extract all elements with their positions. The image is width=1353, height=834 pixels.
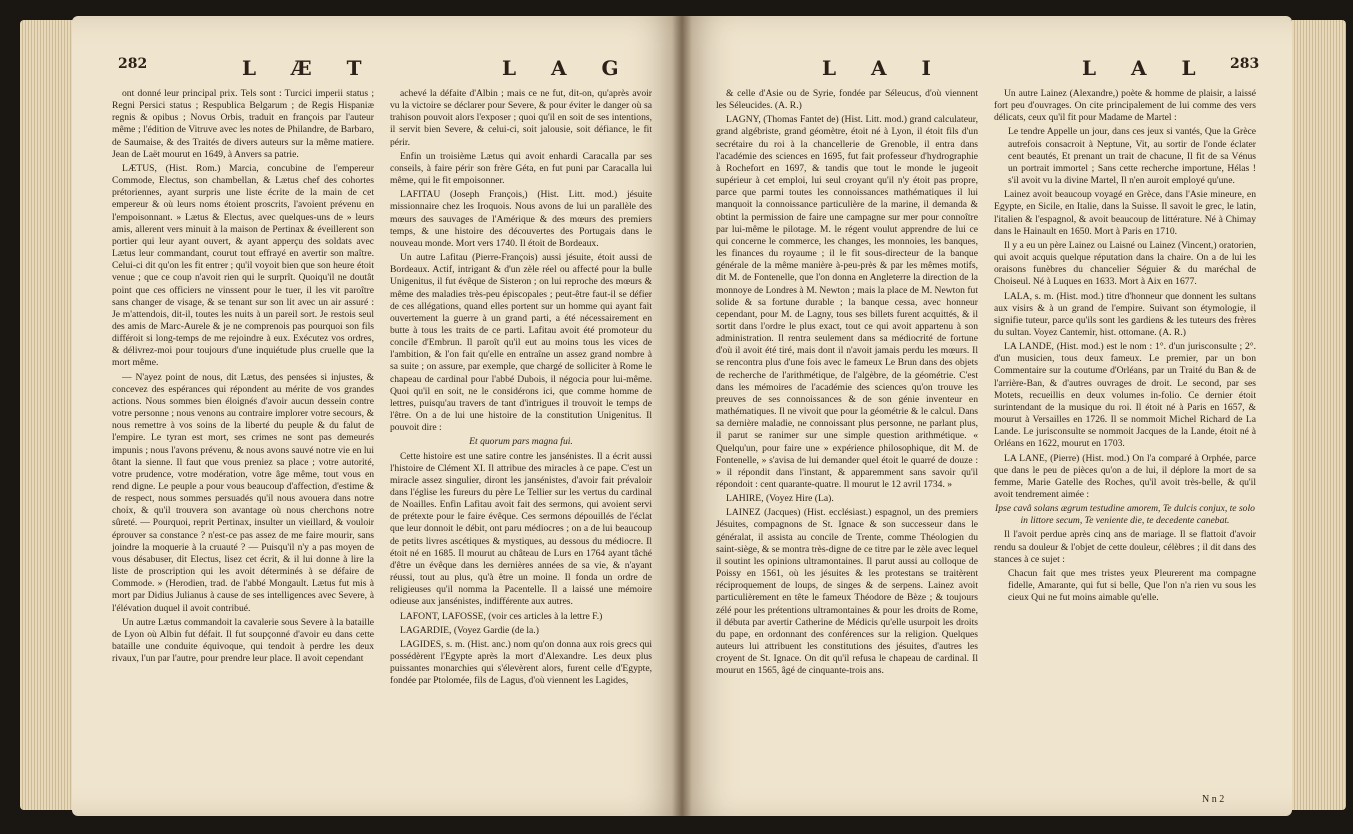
paragraph: Cette histoire est une satire contre les jansénistes. Il a écrit aussi l'histoire de Clément XI. Il attribue des miracles à ce pape. C'est un miracle assez singulier, diront les jansénistes, d'avoir fait prévaloir dans l'église les fureurs du père Le Tellier sur les vertus du cardinal de Noailles. Enfin Lafitau avoit fait des sermons, qui avoient servi de prétexte pour le faire évêque. Ces sermons dépouillés de l'éclat que leur donnoit le débit, ont paru médiocres ; on a de lui beaucoup de petits livres ascétiques & mystiques, au dessous du médiocre. Il étoit né en 1685. Il mourut au château de Lurs en 1764 ayant tâché d'être un évêque dans les dernières années de sa vie, & n'ayant réussi, tout au plus, qu'à être un moine. Il fonda un ordre de religieuses qu'il nomma la Pacentelle. Il a laissé une mémoire odieuse aux jansénistes, indifférente aux autres. bbox=[390, 450, 652, 608]
paragraph: Un autre Lafitau (Pierre-François) aussi jésuite, étoit aussi de Bordeaux. Actif, intrigant & d'un zèle réel ou affecté pour la bulle Unigenitus, il fut évêque de Sisteron ; on lui reproche des mœurs & même des maladies très-peu épiscopales ; peut-être faut-il se défier de ces allégations, quand elles portent sur un homme qui ayant fait ouvertement la guerre à un grand parti, a été nécessairement en butte à tous les traits de ce parti. Lafitau avoit été promoteur du concile d'Embrun. Il paroît qu'il eut au moins tous les vices de l'ambition, & l'on fait qu'elle en entraîne un assez grand nombre à sa suite ; on assure, par exemple, que chargé de solliciter à Rome le chapeau de cardinal pour l'abbé Dubois, il négocia pour lui-même. Quoi qu'il en soit, ne le considérons ici, que comme homme de lettres, puisqu'au travers de tant d'intrigues il trouvoit le temps de l'être. On a de lui une histoire de la constitution Unigenitus. Il pouvoit dire : bbox=[390, 252, 652, 434]
running-head-laet: L Æ T bbox=[242, 56, 376, 80]
paragraph: Un autre Lætus commandoit la cavalerie sous Severe à la bataille de Lyon où Albin fut défait. Il fut soupçonné d'avoir eu dans cette bataille une conduite équivoque, qui tendoit à perdre les deux rivaux, l'un par l'autre, pour prendre leur place. Il avoit cependant bbox=[112, 616, 374, 665]
right-column-2 bbox=[994, 88, 1256, 606]
latin-verse: Ipse cavâ solans ægrum testudine amorem, Te dulcis conjux, te solo in littore secum, Te veniente die, te decedente canebat. bbox=[995, 503, 1255, 527]
page-number-right: 283 bbox=[1230, 56, 1260, 72]
book-gutter bbox=[672, 16, 692, 816]
paragraph: LA LANDE, (Hist. mod.) est le nom : 1°. d'un jurisconsulte ; 2°. d'un musicien, tous deux fameux. Le premier, par un bon Commentaire sur la coutume d'Orléans, par un Traité du Ban & de l'arrière-Ban, & d'autres ouvrages de droit. Le second, par ses Motets, recueillis en deux volumes in-folio. Ce dernier étoit surintendant de la musique du roi. Il étoit né à Paris en 1657, & mourut à Versailles en 1726. Il se nommoit Michel Richard de La Lande. Le jurisconsulte se nommoit Jacques de la Lande, étoit né à Orléans en 1622, mourut en 1703. bbox=[994, 341, 1256, 450]
latin-quote: Et quorum pars magna fui. bbox=[469, 436, 573, 448]
paragraph: & celle d'Asie ou de Syrie, fondée par Séleucus, d'où viennent les Séleucides. (A. R.) bbox=[716, 88, 978, 112]
paragraph: LAGIDES, s. m. (Hist. anc.) nom qu'on donna aux rois grecs qui possédèrent l'Egypte après la mort d'Alexandre. Les deux plus puissantes monarchies qui s'élevèrent alors, furent celle d'Egypte, fondée par Ptolomée, fils de Lagus, d'où viennent les Lagides, bbox=[390, 638, 652, 687]
paragraph: Un autre Lainez (Alexandre,) poète & homme de plaisir, a laissé fort peu d'ouvrages. On cite principalement de lui comme des vers délicats, ceux qu'il fit pour Madame de Martel : bbox=[994, 88, 1256, 124]
paragraph: LAHIRE, (Voyez Hire (La). bbox=[726, 493, 834, 505]
left-column-2 bbox=[390, 88, 652, 690]
paragraph: achevé la défaite d'Albin ; mais ce ne fut, dit-on, qu'après avoir vu la victoire se déclarer pour Severe, & pour éviter le danger où sa trahison pouvoit alors l'exposer ; quoi qu'il en soit de ses intentions, il servit bien Severe, & celui-ci, soit jalousie, soit défiance, le fit périr. bbox=[390, 88, 652, 148]
paragraph: LAFONT, LAFOSSE, (voir ces articles à la lettre F.) bbox=[400, 610, 603, 622]
right-page bbox=[682, 16, 1292, 816]
paragraph: LAGNY, (Thomas Fantet de) (Hist. Litt. mod.) grand calculateur, grand algébriste, grand géomètre, étoit né à Lyon, il étoit fils d'un secrétaire du roi à la chancellerie de Grenoble, il entra dans l'académie des sciences en 1695, fut fait professeur d'hydrographie à Rochefort en 1697, & tandis que tout le monde le jugeoit supérieur à cet emploi, lui seul croyant qu'il n'y étoit pas propre, parce que parmi toutes les connoissances mathématiques il lui manquoit la connoissance particulière de la marine, il demanda & obtint la permission de faire une campagne sur mer pour connoître par lui-même le pilotage. M. le régent voulut apprendre de lui ce qui concerne le commerce, les changes, les monnoies, les banques, les finances du royaume ; il le fit sous-directeur de la banque générale de la même manière à-peu-près & par les mêmes motifs, dit M. de Fontenelle, que l'on donna en Angleterre la direction de la monnoye de Londres à M. Newton ; mais la place de M. Newton fut solide & sa fortune durable ; la banque cessa, avec honneur cependant, pour M. de Lagny, tous ses billets furent acquittés, & il sortit dans l'ordre le plus exact, tout ce qui avoit appartenu à son administration. Il rentra seulement dans sa médiocrité de fortune d'où il avoit été tiré, mais dont il n'avoit jamais perdu les mœurs. Il se rencontra plus d'une fois avec le fameux Le Brun dans des objets de recherche de l'arithmétique, de l'algèbre, de la géométrie. C'est dans les mémoires de l'académie des sciences qu'on trouve les preuves de ses connoissances & de son génie inventeur en mathématiques. Il ne vivoit que pour la géométrie & le calcul. Dans sa dernière maladie, ne connoissant plus personne, ne parlant plus, il parut se ranimer sur une simple question arithmétique. « Quelqu'un, pour faire une » expérience philosophique, dit M. de Fontenelle, » s'avisa de lui demander quel étoit le quarré de douze : » il répondit dans l'instant, & apparemment sans savoir qu'il répondoit : cent quarante-quatre. Il mourut le 12 avril 1734. » bbox=[716, 114, 978, 490]
running-head-lai: L A I bbox=[822, 56, 945, 80]
paragraph: — N'ayez point de nous, dit Lætus, des pensées si injustes, & concevez des espérances qui répondent au mérite de vos grandes actions. Nous sommes bien éloignés d'avoir aucun dessein contre votre personne ; nous venons au contraire implorer votre secours, & nous remettre à vos soins de la liberté du peuple & du falut de l'empire. Le tyran est mort, ses crimes ne sont pas demeurés impunis ; nous l'avons prévenu, & nous avons sauvé notre vie en lui ôtant la sienne. Il faut que vous preniez sa place ; votre autorité, votre prudence, votre modération, votre âge même, tout vous en rend digne. Le peuple a pour vous beaucoup d'affection, d'estime & de respect, nous sommes persuadés qu'il nous avouera dans notre choix, & qu'il trouvera son avantage où nous cherchons notre sûreté. — Pourquoi, reprit Pertinax, insulter un vieillard, & vouloir éprouver sa constance ? n'est-ce pas assez de me faire mourir, sans joindre la moquerie à la cruauté ? — Puisqu'il n'y a pas moyen de vous désabuser, dit Electus, lisez cet écrit, & il lui donne à lire la liste de proscription qui les avoit déterminés à se défaire de Commode. » (Herodien, trad. de l'abbé Mongault. Lætus fut mis à mort par Didius Julianus à cause de ses intelligences avec Severe, à l'élévation duquel il avoit contribué. bbox=[112, 371, 374, 614]
page-edges-left bbox=[20, 20, 74, 810]
paragraph: Il l'avoit perdue après cinq ans de mariage. Il se flattoit d'avoir rendu sa douleur & l'objet de cette douleur, célèbres ; il dit dans des stances à ce sujet : bbox=[994, 529, 1256, 565]
paragraph: Lainez avoit beaucoup voyagé en Grèce, dans l'Asie mineure, en Egypte, en Sicile, en Italie, dans la Suisse. Il savoit le grec, le latin, l'italien & l'espagnol, & avoit beaucoup de littérature. Né à Chimay dans le Hainault en 1650. Mort à Paris en 1710. bbox=[994, 189, 1256, 237]
page-edges-right bbox=[1292, 20, 1346, 810]
paragraph: Enfin un troisième Lætus qui avoit enhardi Caracalla par ses conseils, à faire périr son frère Géta, en fut puni par Caracalla lui même, qui le fit empoisonner. bbox=[390, 150, 652, 187]
paragraph: LAFITAU (Joseph François,) (Hist. Litt. mod.) jésuite missionnaire chez les Iroquois. Nous avons de lui un parallèle des mœurs des sauvages de l'Amérique & des mœurs des premiers temps, & une histoire des découvertes des Portugais dans le nouveau monde. Mort vers 1740. Il étoit de Bordeaux. bbox=[390, 189, 652, 249]
paragraph: Il y a eu un père Lainez ou Laisné ou Lainez (Vincent,) oratorien, qui avoit acquis quelque réputation dans la chaire. On a de lui les oraisons funèbres du chancelier Séguier & du maréchal de Choiseul. Né à Luques en 1633. Mort à Aix en 1677. bbox=[994, 239, 1256, 288]
paragraph: LAGARDIE, (Voyez Gardie (de la.) bbox=[400, 624, 539, 636]
running-head-lag: L A G bbox=[502, 56, 633, 80]
paragraph: ont donné leur principal prix. Tels sont : Turcici imperii status ; Regni Persici status ; Respublica Belgarum ; de Regis Hispaniæ regnis & opibus ; Novus Orbis, traduit en françois par l'auteur même ; l'édition de Vitruve avec les notes de Philandre, de Barbaro, de Saumaise, & des Traités de divers auteurs sur la même matiere. Jean de Laët mourut en 1649, à Anvers sa patrie. bbox=[112, 88, 374, 160]
left-page bbox=[72, 16, 682, 816]
right-column-1 bbox=[716, 88, 978, 680]
verse: Chacun fait que mes tristes yeux Pleurerent ma compagne fidelle, Amarante, qui fut si belle, Que l'on n'a rien vu sous les cieux Qui ne fut moins aimable qu'elle. bbox=[1008, 567, 1256, 604]
paragraph: LÆTUS, (Hist. Rom.) Marcia, concubine de l'empereur Commode, Electus, son chambellan, & Lætus chef des cohortes prétoriennes, ayant surpris une liste écrite de la main de cet empereur & où leurs noms étoient proscrits, l'avoient prévenu en l'empoisonnant. » Lætus & Electus, avec quelques-uns de » leurs amis, allerent vers minuit à la maison de Pertinax & éveillerent son portier qui leur ayant ouvert, & ayant apperçu des soldats avec Lætus leur commandant, courut tout effrayé en avertir son maître. Celui-ci dit qu'on les fit entrer ; qu'il voyoit bien que son heure étoit venue ; que ce coup n'avoit rien qui le surprît. Quoiqu'il ne doutât point que ces officiers ne vinssent pour le tuer, il les vit paroître sans changer de visage, & se tenant sur son lit avec un air assuré : Je m'attendois, dit-il, toutes les nuits à un pareil sort. Je restois seul des amis de Marc-Aurele & je ne comprenois pas pourquoi son fils différoit si long-temps de me rejoindre à eux. Exécutez vos ordres, & délivrez-moi pour toujours d'une inquiétude plus cruelle que la mort même. bbox=[112, 162, 374, 369]
paragraph: LAINEZ (Jacques) (Hist. ecclésiast.) espagnol, un des premiers Jésuites, compagnons de St. Ignace & son successeur dans le généralat, il assista au concile de Trente, comme Théologien du saint-siège, & se montra très-digne de ce titre par le zèle avec lequel il soutint les opinions ultramontaines. Il parut aussi au colloque de Poissy en 1561, où les jésuites & les protestans se traitèrent réciproquement de loups, de singes & de serpens. Lainez avoit particulièrement en tête le fameux Théodore de Bèze ; & toujours zélé pour les prétentions ultramontaines & pour les droits de Rome, il débuta par avertir Catherine de Médicis qu'elle usurpoit les droits du pape, en ordonnant des conférences sur la religion. Quelques auteurs lui attribuent les constitutions des jésuites, d'autres les croyent de St. Ignace. On dit qu'il refusa le chapeau de cardinal. Il mourut en 1565, âgé de cinquante-trois ans. bbox=[716, 507, 978, 677]
book-spread bbox=[12, 8, 1342, 828]
running-head-lal: L A L bbox=[1082, 56, 1210, 80]
signature-mark: N n 2 bbox=[1202, 794, 1225, 805]
verse: Le tendre Appelle un jour, dans ces jeux si vantés, Que la Grèce autrefois consacroit à Neptune, Vit, au sortir de l'onde éclater cent beautés, Et prenant un trait de chacune, Il fit de sa Vénus un portrait immortel ; Sans cette recherche importune, Hélas ! s'il avoit vu la divine Martel, Il n'en auroit employé qu'une. bbox=[1008, 126, 1256, 187]
page-number-left: 282 bbox=[118, 56, 148, 72]
paragraph: LA LANE, (Pierre) (Hist. mod.) On l'a comparé à Orphée, parce que dans le peu de pièces qu'on a de lui, il déplore la mort de sa femme, Marie Gatelle des Roches, qu'il avoit très-belle, & qu'il avoit tendrement aimée : bbox=[994, 452, 1256, 500]
paragraph: LALA, s. m. (Hist. mod.) titre d'honneur que donnent les sultans aux visirs & à un grand de l'empire. Suivant son étymologie, il signifie tuteur, parce qu'ils sont les gardiens & les tuteurs des frères du sultan. Voyez Cantemir, hist. ottomane. (A. R.) bbox=[994, 290, 1256, 338]
left-column-1 bbox=[112, 88, 374, 667]
